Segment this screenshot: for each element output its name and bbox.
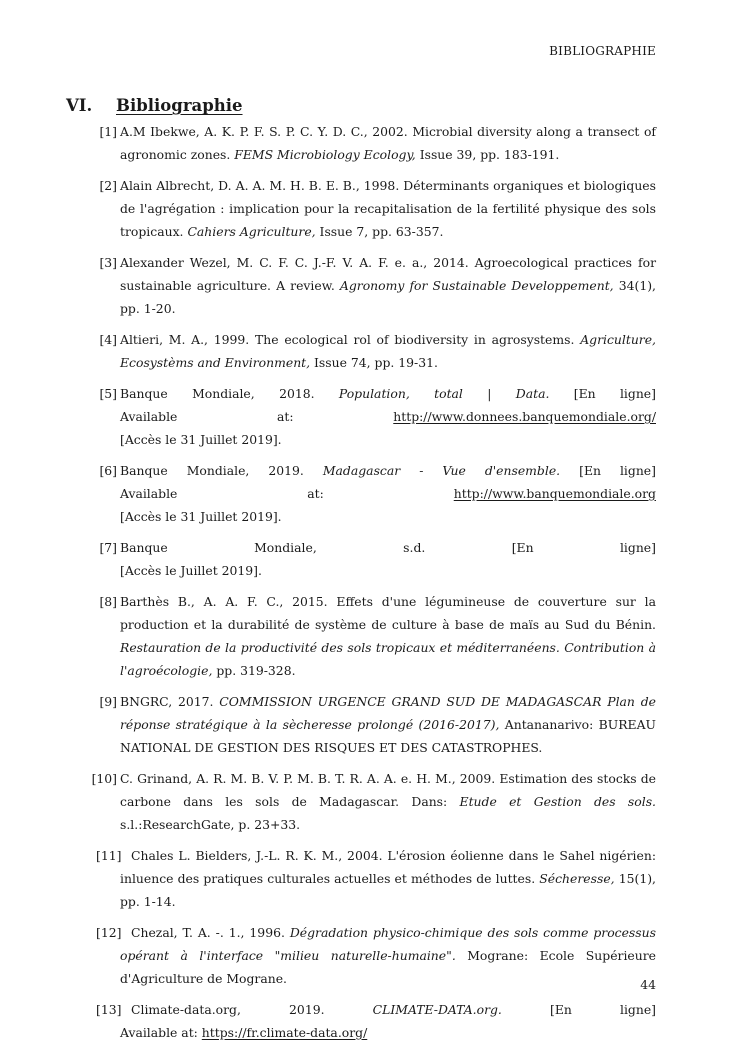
reference-details: 34(1), pp. 1-20.	[120, 278, 656, 316]
reference-word: [En	[573, 386, 596, 401]
reference-item	[88, 921, 656, 990]
reference-source: total	[434, 386, 463, 401]
reference-details: Issue 39, pp. 183-191.	[415, 147, 560, 162]
reference-details: Issue 74, pp. 19-31.	[310, 355, 438, 370]
reference-number: [2]	[99, 178, 117, 193]
reference-word: s.d.	[403, 540, 426, 555]
reference-word: at:	[277, 409, 294, 424]
reference-access-date: [Accès le 31 Juillet 2019].	[120, 432, 282, 447]
reference-word: Mondiale,	[192, 386, 255, 401]
running-header: BIBLIOGRAPHIE	[549, 44, 656, 58]
reference-word: 2019.	[268, 463, 304, 478]
reference-number: [11]	[96, 848, 122, 863]
reference-number: [12]	[96, 925, 122, 940]
section-heading	[66, 95, 243, 117]
reference-word: Available	[120, 409, 178, 424]
reference-word: 2019.	[289, 1002, 325, 1017]
reference-source: Agronomy for Sustainable Developpement,	[339, 278, 614, 293]
reference-source: CLIMATE-DATA.org.	[372, 1002, 502, 1017]
reference-word: [En	[579, 463, 601, 478]
reference-details: Antananarivo: BUREAU NATIONAL DE GESTION DES RISQUES ET DES CATASTROPHES.	[120, 717, 656, 755]
reference-item	[88, 251, 656, 320]
reference-line	[120, 382, 656, 405]
reference-number: [5]	[99, 386, 117, 401]
reference-word: Available	[120, 486, 178, 501]
reference-source: |	[487, 386, 492, 401]
reference-line	[120, 459, 656, 482]
reference-source: Dégradation physico-chimique des sols comme processus opérant à l'interface "milieu naturelle-humaine".	[120, 925, 656, 963]
reference-text: A.M Ibekwe, A. K. P. F. S. P. C. Y. D. C., 2002. Microbial diversity along a transect of agronomic zones.	[120, 124, 656, 162]
reference-source: d'ensemble.	[484, 463, 561, 478]
reference-number: [7]	[99, 540, 117, 555]
reference-source: Vue	[442, 463, 466, 478]
section-number: VI.	[66, 96, 93, 115]
reference-source: Cahiers Agriculture,	[187, 224, 316, 239]
reference-line	[120, 998, 656, 1021]
reference-word: at:	[307, 486, 324, 501]
reference-word: ligne]	[619, 540, 656, 555]
reference-source: Agriculture, Ecosystèms and Environment,	[120, 332, 656, 370]
reference-text: C. Grinand, A. R. M. B. V. P. M. B. T. R. A. A. e. H. M., 2009. Estimation des stocks de carbone dans les sols de Madagascar. Dans:	[120, 771, 656, 809]
reference-details: s.l.:ResearchGate, p. 23+33.	[120, 817, 301, 832]
reference-item	[88, 536, 656, 582]
reference-source: Restauration de la productivité des sols tropicaux et méditerranéens. Contribution à l'agroécologie,	[120, 640, 656, 678]
reference-text: Alain Albrecht, D. A. A. M. H. B. E. B., 1998. Déterminants organiques et biologiques de l'agrégation : implication pour la recapitalisation de la fertilité physique des sols tropicaux.	[120, 178, 656, 239]
reference-link[interactable]: http://www.banquemondiale.org	[453, 486, 656, 501]
reference-word: ligne]	[619, 386, 656, 401]
reference-source: Population,	[338, 386, 410, 401]
reference-word: Available at:	[120, 1025, 202, 1040]
reference-details: Issue 7, pp. 63-357.	[315, 224, 444, 239]
reference-word: Climate-data.org,	[131, 1002, 241, 1017]
reference-item	[88, 690, 656, 759]
reference-number: [6]	[99, 463, 117, 478]
reference-word: Banque	[120, 540, 168, 555]
reference-source: Madagascar	[322, 463, 401, 478]
reference-access-date: [Accès le Juillet 2019].	[120, 563, 262, 578]
reference-source: -	[419, 463, 424, 478]
reference-details: Mograne: Ecole Supérieure d'Agriculture de Mograne.	[120, 948, 656, 986]
reference-text: Chezal, T. A. -. 1., 1996.	[131, 925, 290, 940]
reference-source: FEMS Microbiology Ecology,	[234, 147, 416, 162]
reference-word: ligne]	[619, 1002, 656, 1017]
reference-details: pp. 319-328.	[212, 663, 296, 678]
reference-number: [3]	[99, 255, 117, 270]
reference-text: Barthès B., A. A. F. C., 2015. Effets d'une légumineuse de couverture sur la production et la durabilité de système de culture à base de maïs au Sud du Bénin.	[120, 594, 656, 632]
reference-number: [9]	[99, 694, 117, 709]
reference-text: Alexander Wezel, M. C. F. C. J.-F. V. A. F. e. a., 2014. Agroecological practices for sustainable agriculture. A review.	[120, 255, 656, 293]
reference-list	[88, 120, 656, 1052]
reference-item	[88, 998, 656, 1044]
reference-source: Sécheresse,	[539, 871, 615, 886]
reference-text: Chales L. Bielders, J.-L. R. K. M., 2004. L'érosion éolienne dans le Sahel nigérien: inluence des pratiques culturales actuelles et méthodes de luttes.	[120, 848, 656, 886]
reference-source: COMMISSION URGENCE GRAND SUD DE MADAGASCAR Plan de réponse stratégique à la sècheresse prolongé (2016-2017),	[120, 694, 656, 732]
reference-line	[120, 405, 656, 428]
reference-item	[88, 382, 656, 451]
reference-item	[88, 767, 656, 836]
reference-word: 2018.	[279, 386, 315, 401]
reference-word: Mondiale,	[186, 463, 250, 478]
reference-line	[120, 536, 656, 559]
reference-word: ligne]	[619, 463, 656, 478]
page-number: 44	[640, 977, 656, 992]
reference-item	[88, 120, 656, 166]
reference-text: BNGRC, 2017.	[120, 694, 220, 709]
reference-word: [En	[511, 540, 534, 555]
reference-details: 15(1), pp. 1-14.	[120, 871, 656, 909]
reference-item	[88, 459, 656, 528]
reference-line	[120, 1021, 656, 1044]
reference-number: [4]	[99, 332, 117, 347]
reference-access-date: [Accès le 31 Juillet 2019].	[120, 509, 282, 524]
reference-text: Altieri, M. A., 1999. The ecological rol of biodiversity in agrosystems.	[120, 332, 581, 347]
reference-item	[88, 844, 656, 913]
reference-source: Data.	[515, 386, 550, 401]
reference-source: Etude et Gestion des sols.	[459, 794, 656, 809]
reference-line	[120, 482, 656, 505]
reference-item	[88, 590, 656, 682]
reference-number: [10]	[91, 771, 117, 786]
reference-word: Banque	[120, 386, 168, 401]
reference-link[interactable]: http://www.donnees.banquemondiale.org/	[393, 409, 656, 424]
reference-number: [1]	[99, 124, 117, 139]
reference-word: Mondiale,	[254, 540, 317, 555]
reference-word: Banque	[120, 463, 168, 478]
reference-link[interactable]: https://fr.climate-data.org/	[201, 1025, 368, 1040]
reference-item	[88, 174, 656, 243]
reference-number: [13]	[96, 1002, 122, 1017]
section-title: Bibliographie	[116, 96, 243, 115]
reference-number: [8]	[99, 594, 117, 609]
reference-word: [En	[550, 1002, 572, 1017]
reference-item	[88, 328, 656, 374]
